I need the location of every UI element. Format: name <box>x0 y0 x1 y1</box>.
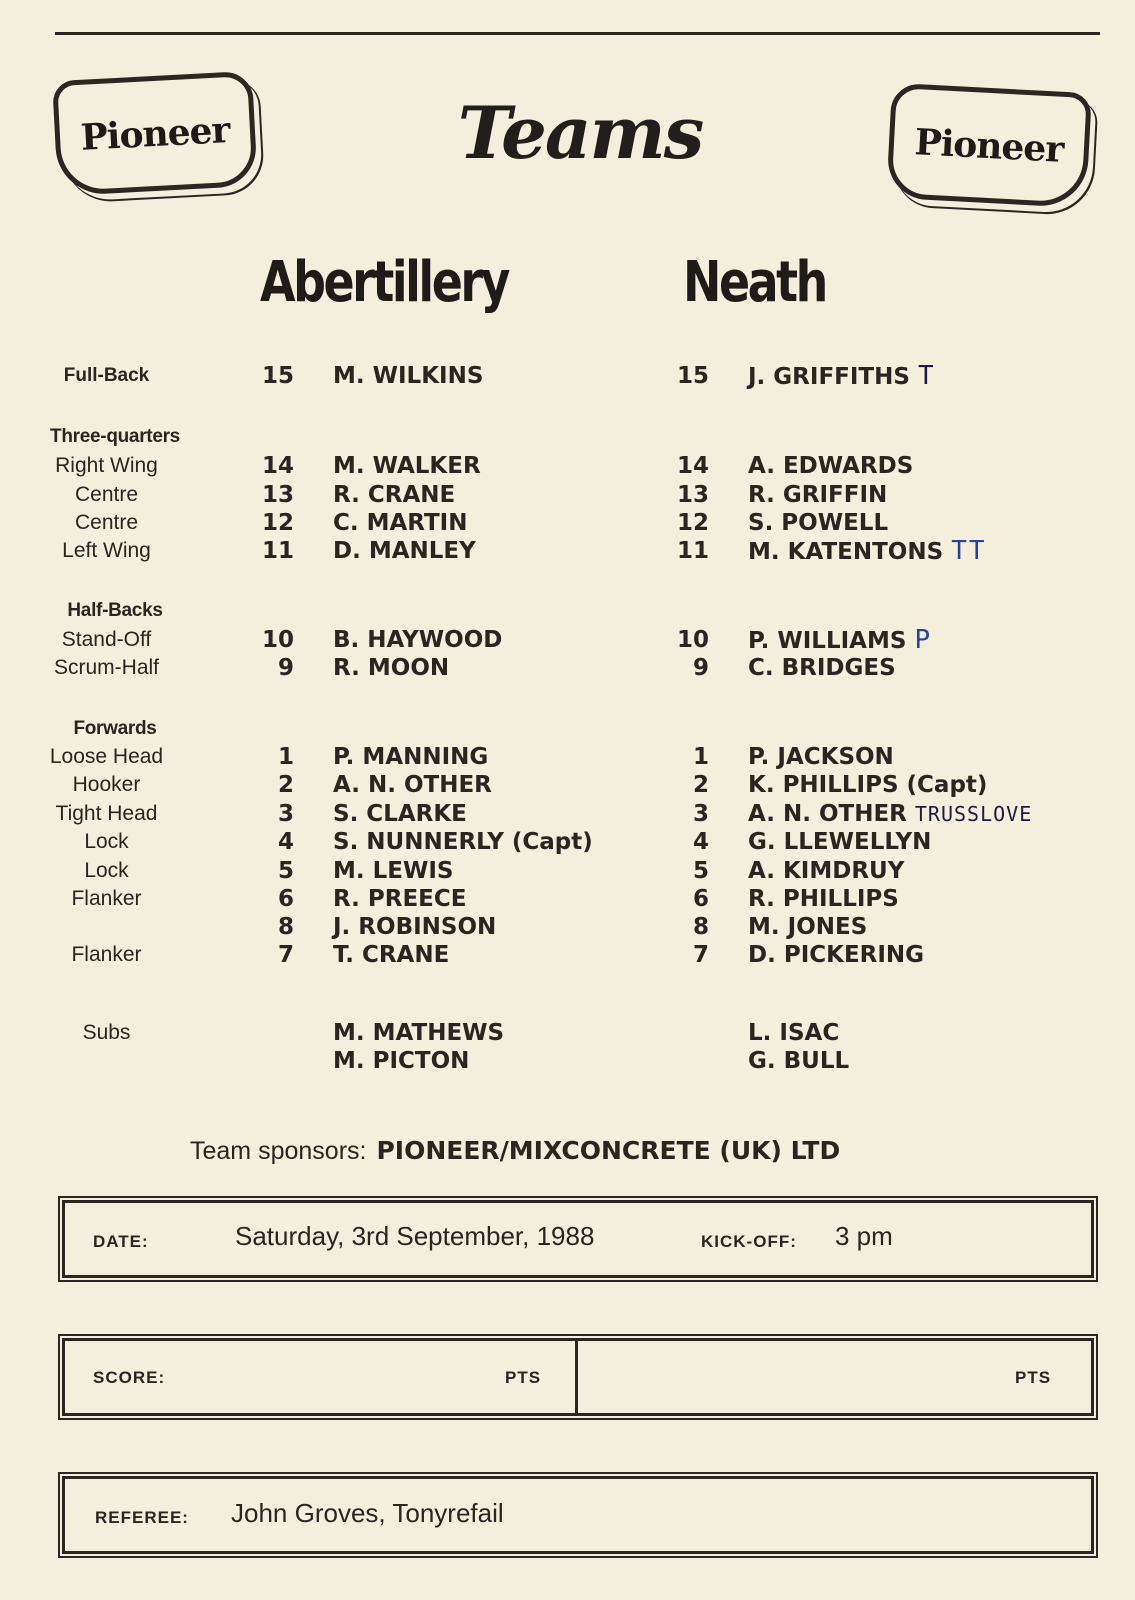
team-sponsors <box>190 1136 840 1166</box>
home-sub: M. MATHEWS <box>333 1020 505 1046</box>
away-number: 1 <box>692 744 709 770</box>
sponsors-label: Team sponsors: <box>190 1137 367 1165</box>
home-number: 13 <box>261 482 294 508</box>
away-player: G. LLEWELLYN <box>748 829 932 855</box>
position-label: Loose Head <box>49 745 164 768</box>
away-player <box>748 800 1032 828</box>
away-player-name: M. KATENTONS <box>748 539 944 565</box>
position-label: Full-Back <box>63 365 150 386</box>
player-row <box>0 941 1135 969</box>
away-player <box>748 537 987 566</box>
home-number: 3 <box>277 801 294 827</box>
away-player-name: A. N. OTHER <box>748 801 907 827</box>
away-sub: L. ISAC <box>748 1020 840 1046</box>
date-box <box>62 1200 1094 1278</box>
page-title: Teams <box>457 90 703 175</box>
away-number: 14 <box>676 453 709 479</box>
away-number: 13 <box>676 482 709 508</box>
handwritten-note: TT <box>951 536 987 566</box>
player-row <box>0 913 1135 941</box>
score-label: SCORE: <box>93 1368 166 1387</box>
away-player: D. PICKERING <box>748 942 925 968</box>
pioneer-logo-right: Pioneer <box>886 83 1092 208</box>
subs-row <box>0 1047 1135 1075</box>
home-player: A. N. OTHER <box>333 772 492 798</box>
away-player: S. POWELL <box>748 510 889 536</box>
position-label: Stand-Off <box>61 628 152 651</box>
section-threequarters: Three-quarters <box>50 426 180 447</box>
away-sub: G. BULL <box>748 1048 850 1074</box>
away-player-name: P. WILLIAMS <box>748 628 907 654</box>
home-player: J. ROBINSON <box>333 914 497 940</box>
player-row <box>0 481 1135 509</box>
home-number: 14 <box>261 453 294 479</box>
home-player: M. LEWIS <box>333 858 454 884</box>
referee-box <box>62 1476 1094 1554</box>
home-player: T. CRANE <box>333 942 450 968</box>
away-number: 3 <box>692 801 709 827</box>
position-label: Tight Head <box>55 802 158 825</box>
position-label: Scrum-Half <box>53 656 159 679</box>
away-player: P. JACKSON <box>748 744 894 770</box>
away-number: 15 <box>676 363 709 389</box>
player-row <box>0 452 1135 480</box>
home-player: R. MOON <box>333 655 450 681</box>
referee-name: John Groves, Tonyrefail <box>231 1498 504 1528</box>
player-row <box>0 771 1135 799</box>
home-player: S. NUNNERLY (Capt) <box>333 829 593 855</box>
player-row <box>0 885 1135 913</box>
away-player: A. EDWARDS <box>748 453 914 479</box>
home-number: 6 <box>277 886 294 912</box>
home-sub: M. PICTON <box>333 1048 470 1074</box>
position-label: Centre <box>74 511 139 534</box>
away-player: A. KIMDRUY <box>748 858 905 884</box>
position-label: Lock <box>84 830 129 853</box>
player-row <box>0 857 1135 885</box>
away-number: 9 <box>692 655 709 681</box>
home-player: S. CLARKE <box>333 801 467 827</box>
section-forwards: Forwards <box>73 718 157 739</box>
home-number: 5 <box>277 858 294 884</box>
referee-label: REFEREE: <box>95 1508 189 1527</box>
away-player: K. PHILLIPS (Capt) <box>748 772 988 798</box>
away-team-name: Neath <box>683 250 826 315</box>
position-label: Right Wing <box>55 454 158 477</box>
top-rule <box>55 32 1100 35</box>
home-number: 9 <box>277 655 294 681</box>
home-number: 4 <box>277 829 294 855</box>
kickoff-label: KICK-OFF: <box>701 1232 797 1251</box>
player-row <box>0 800 1135 828</box>
sponsors-value: PIONEER/MIXCONCRETE (UK) LTD <box>376 1136 841 1165</box>
player-row <box>0 743 1135 771</box>
date-label: DATE: <box>93 1232 149 1251</box>
player-row <box>0 537 1135 565</box>
away-number: 7 <box>692 942 709 968</box>
away-player: R. GRIFFIN <box>748 482 888 508</box>
away-number: 12 <box>676 510 709 536</box>
subs-label: Subs <box>82 1021 131 1044</box>
home-number: 15 <box>261 363 294 389</box>
home-player: B. HAYWOOD <box>333 627 503 653</box>
away-number: 10 <box>676 627 709 653</box>
home-number: 1 <box>277 744 294 770</box>
kickoff-time: 3 pm <box>835 1221 893 1251</box>
position-label: Hooker <box>72 773 141 796</box>
home-player: M. WILKINS <box>333 363 484 389</box>
home-player: R. CRANE <box>333 482 456 508</box>
home-number: 10 <box>261 627 294 653</box>
home-player: P. MANNING <box>333 744 489 770</box>
away-player <box>748 362 936 391</box>
player-row <box>0 509 1135 537</box>
home-player: C. MARTIN <box>333 510 468 536</box>
away-player-name: J. GRIFFITHS <box>748 364 910 390</box>
away-number: 6 <box>692 886 709 912</box>
away-number: 4 <box>692 829 709 855</box>
home-number: 2 <box>277 772 294 798</box>
home-number: 7 <box>277 942 294 968</box>
player-row <box>0 626 1135 654</box>
away-number: 2 <box>692 772 709 798</box>
score-box <box>62 1338 1094 1416</box>
position-label: Left Wing <box>62 539 151 562</box>
match-date: Saturday, 3rd September, 1988 <box>235 1221 595 1251</box>
away-number: 8 <box>692 914 709 940</box>
position-label: Centre <box>74 483 139 506</box>
away-player <box>748 626 932 655</box>
away-number: 11 <box>676 538 709 564</box>
handwritten-note: TRUSSLOVE <box>914 802 1033 826</box>
pioneer-logo-left: Pioneer <box>52 71 258 196</box>
handwritten-note: T <box>917 361 936 391</box>
pts-label-home: PTS <box>505 1368 542 1387</box>
away-number: 5 <box>692 858 709 884</box>
home-number: 8 <box>277 914 294 940</box>
player-row <box>0 828 1135 856</box>
home-player: R. PREECE <box>333 886 467 912</box>
home-player: M. WALKER <box>333 453 481 479</box>
position-label: Flanker <box>71 887 142 910</box>
score-divider <box>575 1341 578 1413</box>
pts-label-away: PTS <box>1015 1368 1052 1387</box>
handwritten-note: P <box>914 625 933 655</box>
home-team-name: Abertillery <box>260 250 509 315</box>
away-player: M. JONES <box>748 914 868 940</box>
section-halfbacks: Half-Backs <box>67 600 163 621</box>
player-row <box>0 654 1135 682</box>
away-player: C. BRIDGES <box>748 655 896 681</box>
home-player: D. MANLEY <box>333 538 476 564</box>
player-row <box>0 362 1135 390</box>
home-number: 11 <box>261 538 294 564</box>
position-label: Lock <box>84 859 129 882</box>
subs-row <box>0 1019 1135 1047</box>
away-player: R. PHILLIPS <box>748 886 899 912</box>
home-number: 12 <box>261 510 294 536</box>
position-label: Flanker <box>71 943 142 966</box>
